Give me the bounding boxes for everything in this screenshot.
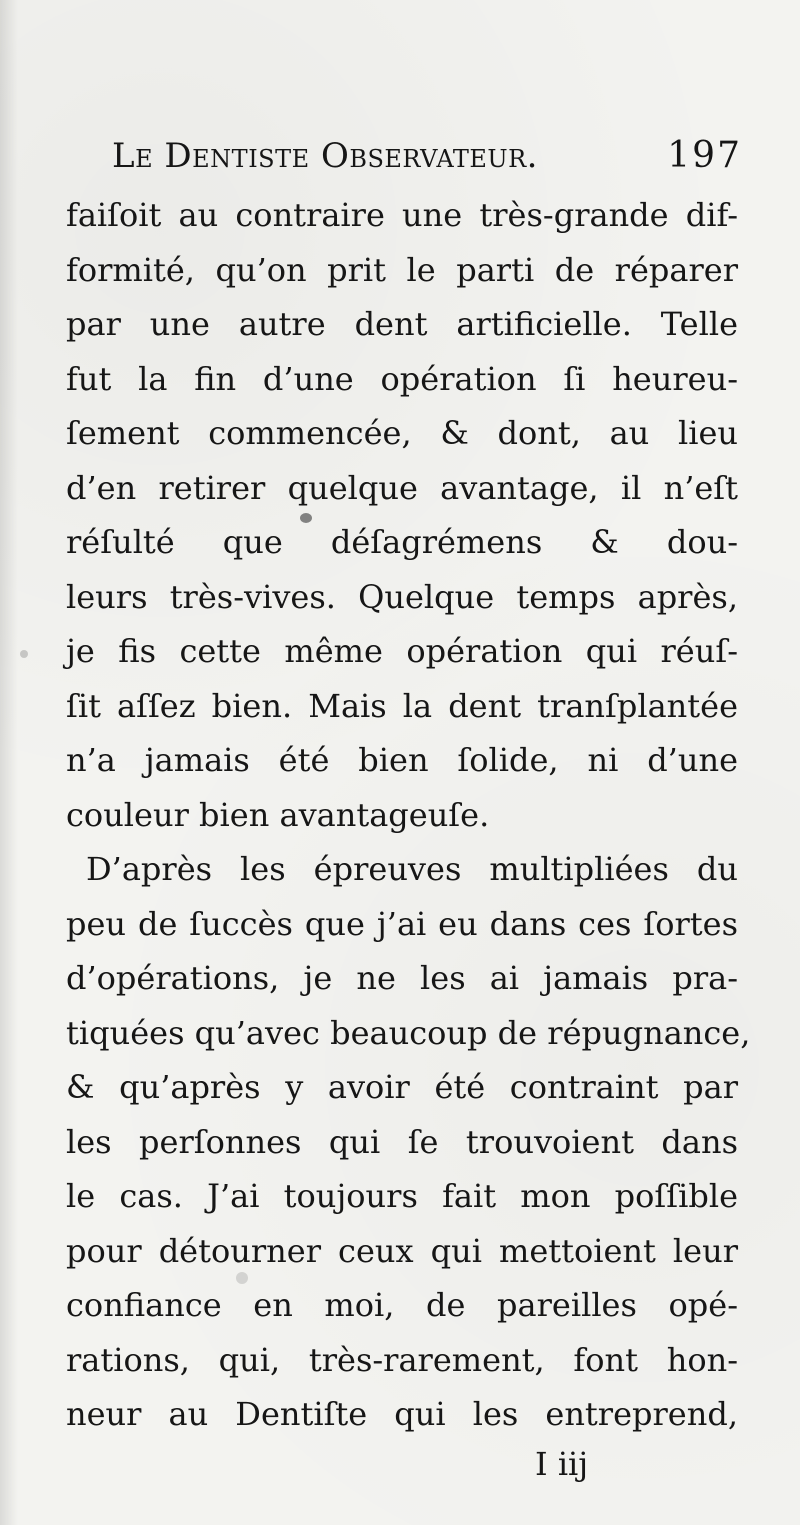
text-line: ſement commencée, & dont, au lieu (66, 414, 738, 452)
page-shadow-edge (0, 0, 18, 1525)
text-line: d’en retirer quelque avantage, il n’eſt (66, 468, 738, 507)
text-line: ſit aſſez bien. Mais la dent tranſplantée (66, 686, 738, 725)
signature-mark: I iij (535, 1445, 589, 1483)
text-line: leurs très-vives. Quelque temps après, (66, 577, 738, 616)
ink-spot (300, 513, 312, 523)
text-line: réſulté que déſagrémens & dou- (66, 523, 738, 561)
text-line: formité, qu’on prit le parti de réparer (66, 250, 738, 289)
text-line: & qu’après y avoir été contraint par (66, 1068, 738, 1106)
text-line: n’a jamais été bien ſolide, ni d’une (66, 741, 738, 779)
text-line: D’après les épreuves multipliées du (86, 850, 738, 888)
text-line: par une autre dent artificielle. Telle (66, 305, 738, 343)
running-title: Le Dentiste Observateur. (112, 136, 538, 176)
text-line: fut la fin d’une opération ſi heureu- (66, 359, 738, 398)
text-line: neur au Dentiſte qui les entreprend, (66, 1395, 738, 1433)
page-number: 197 (667, 135, 742, 176)
text-line: je fis cette même opération qui réuſ- (66, 632, 738, 670)
text-line: pour détourner ceux qui mettoient leur (66, 1231, 738, 1270)
text-line: tiquées qu’avec beaucoup de répugnance, (66, 1013, 751, 1052)
body-text (66, 188, 751, 1442)
text-line: d’opérations, je ne les ai jamais pra- (66, 959, 738, 997)
text-line: couleur bien avantageuſe. (66, 795, 490, 834)
text-line: rations, qui, très-rarement, font hon- (66, 1340, 738, 1379)
ink-spot (236, 1272, 248, 1284)
ink-spot (20, 650, 28, 658)
text-line: faiſoit au contraire une très-grande dif- (66, 196, 738, 234)
text-line: le cas. J’ai toujours fait mon poſſible (66, 1177, 738, 1215)
text-line: peu de ſuccès que j’ai eu dans ces ſortes (66, 904, 738, 943)
text-line: confiance en moi, de pareilles opé- (66, 1286, 738, 1324)
running-head (112, 128, 742, 184)
text-line: les perſonnes qui ſe trouvoient dans (66, 1122, 738, 1161)
